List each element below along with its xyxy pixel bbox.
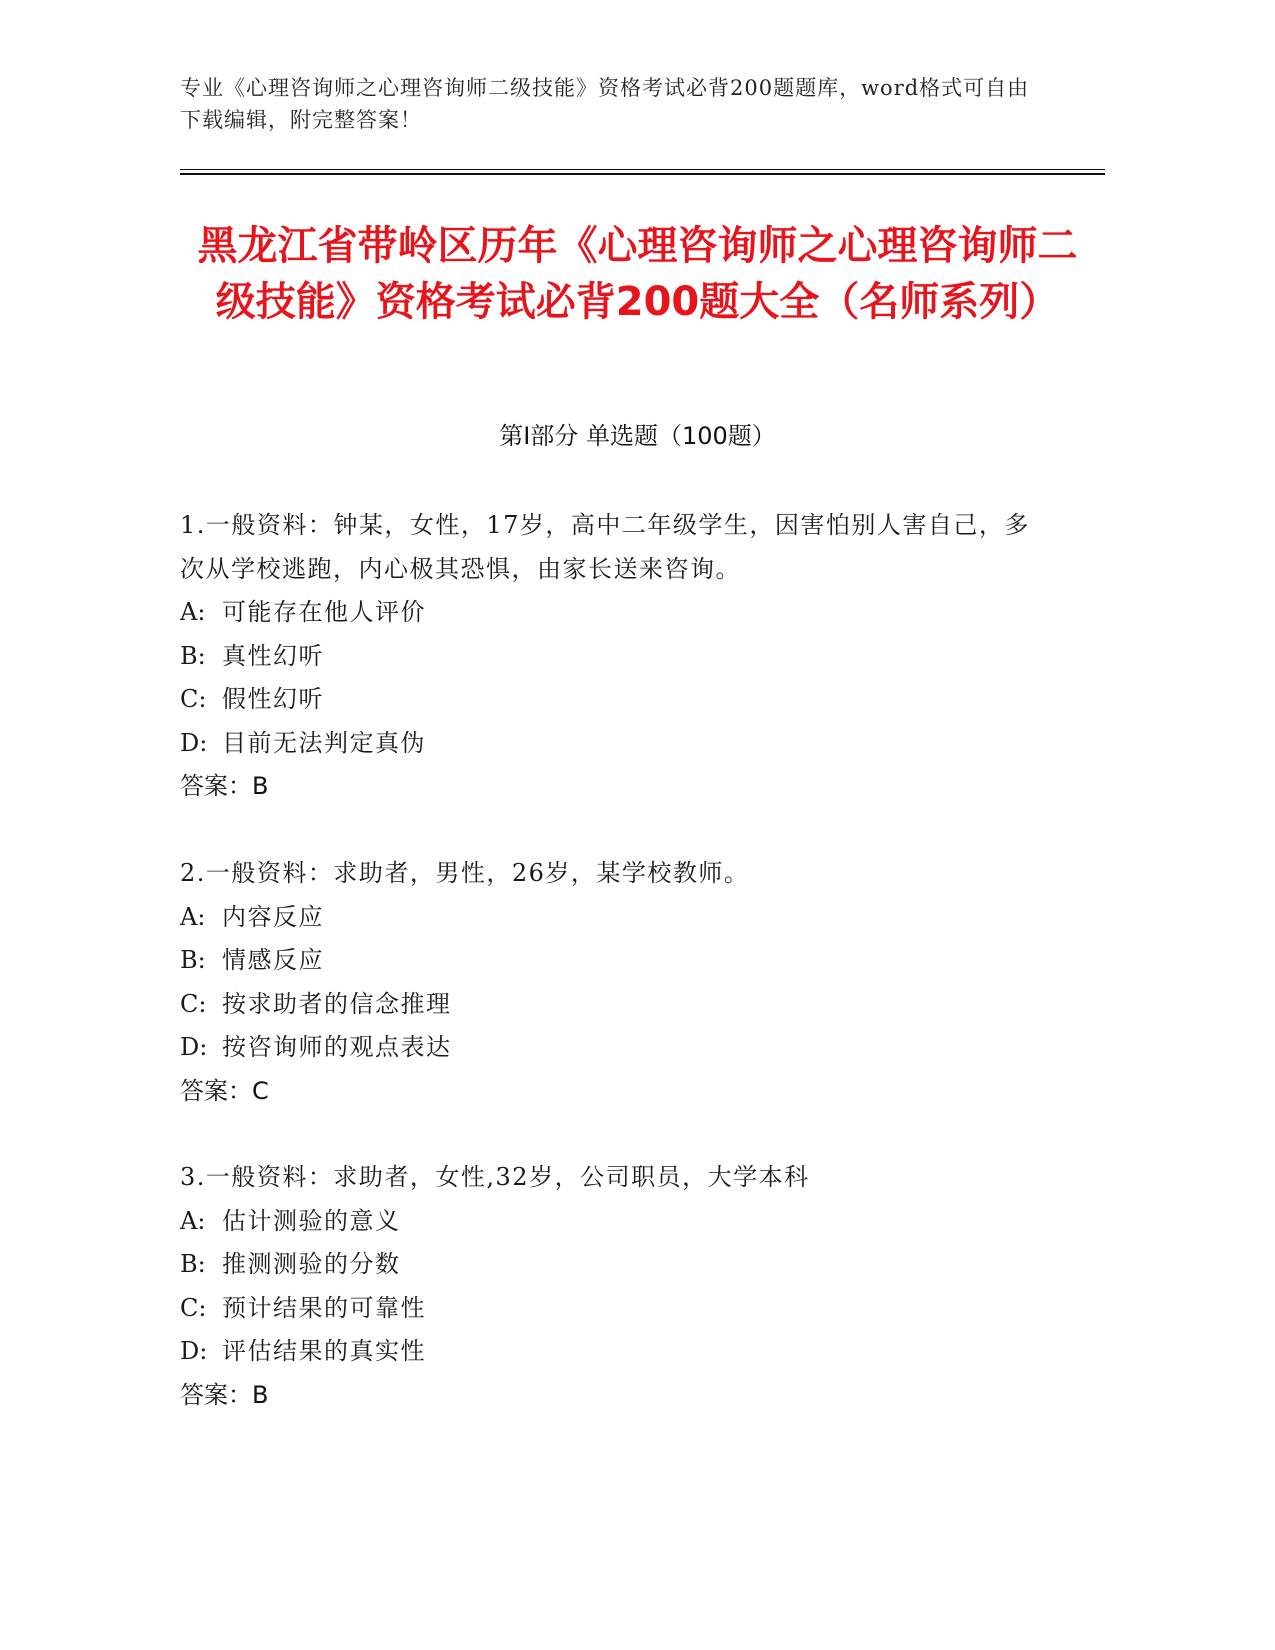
option-text: 估计测验的意义 [222, 1206, 401, 1235]
option-text: 情感反应 [222, 946, 324, 974]
document-title: 黑龙江省带岭区历年《心理咨询师之心理咨询师二级技能》资格考试必背200题大全（名师系列） [197, 223, 1078, 325]
option-letter: A: [180, 598, 206, 626]
option-text: 评估结果的真实性 [222, 1337, 426, 1365]
option-text: 按咨询师的观点表达 [222, 1033, 452, 1061]
option-d [180, 1026, 1040, 1070]
question-2 [180, 852, 1040, 1113]
option-letter: D: [180, 1033, 208, 1061]
header-note: 专业《心理咨询师之心理咨询师二级技能》资格考试必背200题题库，word格式可自由下载编辑，附完整答案！ [180, 76, 1030, 132]
option-letter: A: [180, 902, 206, 931]
option-a [180, 1200, 1040, 1244]
header-rule-thin [180, 169, 1105, 170]
option-letter: D: [180, 1337, 208, 1365]
option-b [180, 635, 1040, 679]
option-letter: B: [180, 946, 206, 974]
option-letter: D: [180, 728, 208, 757]
question-1 [180, 504, 1040, 809]
option-c [180, 1287, 1040, 1331]
option-text: 目前无法判定真伪 [222, 728, 426, 757]
header-rule-thick [180, 173, 1105, 175]
option-letter: C: [180, 1293, 207, 1322]
option-letter: A: [180, 1206, 206, 1235]
option-text: 推测测验的分数 [222, 1250, 401, 1278]
option-letter: B: [180, 641, 206, 670]
option-text: 真性幻听 [222, 641, 324, 670]
question-stem: 1.一般资料：钟某，女性，17岁，高中二年级学生，因害怕别人害自己，多次从学校逃跑，内心极其恐惧，由家长送来咨询。 [180, 511, 1030, 583]
option-letter: B: [180, 1250, 206, 1278]
answer-line: 答案：C [180, 1076, 269, 1105]
option-c [180, 678, 1040, 722]
option-d [180, 722, 1040, 766]
answer-line: 答案：B [180, 772, 269, 800]
question-3 [180, 1156, 1040, 1417]
option-b [180, 939, 1040, 983]
option-b [180, 1243, 1040, 1287]
option-d [180, 1330, 1040, 1374]
question-stem: 2.一般资料：求助者，男性，26岁，某学校教师。 [180, 859, 750, 887]
answer-line: 答案：B [180, 1380, 269, 1409]
option-letter: C: [180, 989, 207, 1018]
option-text: 按求助者的信念推理 [222, 989, 452, 1018]
option-a [180, 591, 1040, 635]
option-letter: C: [180, 685, 207, 713]
question-stem: 3.一般资料：求助者，女性,32岁，公司职员，大学本科 [180, 1163, 810, 1191]
option-text: 可能存在他人评价 [222, 598, 426, 626]
section-heading: 第Ⅰ部分 单选题（100题） [499, 422, 776, 450]
option-text: 内容反应 [222, 902, 324, 931]
option-a [180, 896, 1040, 940]
option-text: 预计结果的可靠性 [222, 1293, 426, 1322]
option-text: 假性幻听 [222, 685, 324, 713]
option-c [180, 983, 1040, 1027]
